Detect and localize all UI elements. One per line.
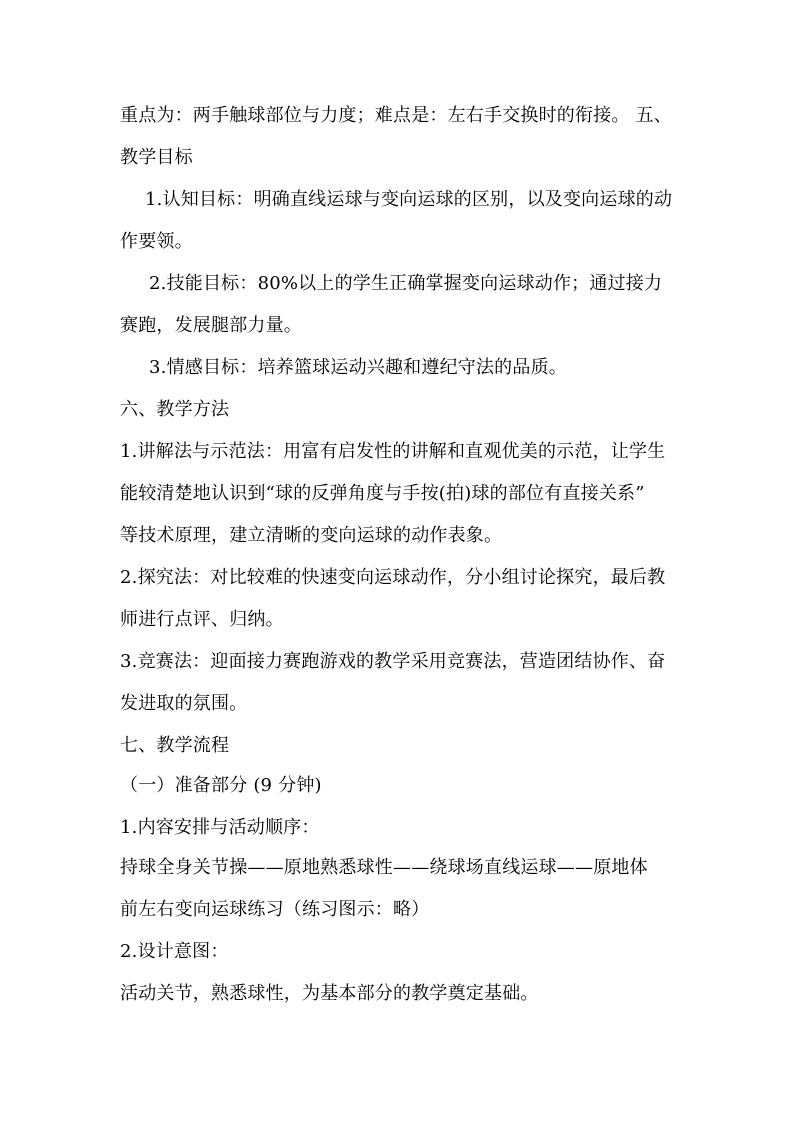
text-line: 赛跑，发展腿部力量。 bbox=[120, 315, 302, 336]
text-line: 3.竞赛法：迎面接力赛跑游戏的教学采用竞赛法，营造团结协作、奋 bbox=[120, 651, 666, 672]
text-line: 2.设计意图： bbox=[120, 941, 229, 962]
text-line: 1.认知目标：明确直线运球与变向运球的区别，以及变向运球的动 bbox=[145, 189, 673, 210]
text-line: 持球全身关节操——原地熟悉球性——绕球场直线运球——原地体 bbox=[120, 857, 648, 878]
text-line: 发进取的氛围。 bbox=[120, 693, 248, 714]
text-line: 2.探究法：对比较难的快速变向运球动作，分小组讨论探究，最后教 bbox=[120, 567, 666, 588]
text-line: 等技术原理，建立清晰的变向运球的动作表象。 bbox=[120, 525, 503, 546]
text-line: 师进行点评、归纳。 bbox=[120, 609, 284, 630]
section-heading: 七、教学流程 bbox=[120, 735, 230, 756]
text-line: 重点为：两手触球部位与力度；难点是：左右手交换时的衔接。 五、 bbox=[120, 105, 672, 126]
text-line: 3.情感目标：培养篮球运动兴趣和遵纪守法的品质。 bbox=[149, 357, 567, 378]
text-line: 作要领。 bbox=[120, 231, 193, 252]
text-line: 能较清楚地认识到“球的反弹角度与手按(拍)球的部位有直接关系” bbox=[120, 483, 645, 504]
text-line: 1.讲解法与示范法：用富有启发性的讲解和直观优美的示范，让学生 bbox=[120, 441, 666, 462]
text-line: 活动关节，熟悉球性，为基本部分的教学奠定基础。 bbox=[120, 983, 539, 1004]
text-line: 教学目标 bbox=[120, 147, 193, 168]
subsection-heading: （一）准备部分 (9 分钟) bbox=[120, 775, 322, 796]
text-line: 1.内容安排与活动顺序： bbox=[120, 817, 320, 838]
text-line: 前左右变向运球练习（练习图示：略） bbox=[120, 899, 430, 920]
section-heading: 六、教学方法 bbox=[120, 399, 230, 420]
text-line: 2.技能目标：80%以上的学生正确掌握变向运球动作；通过接力 bbox=[149, 273, 663, 294]
